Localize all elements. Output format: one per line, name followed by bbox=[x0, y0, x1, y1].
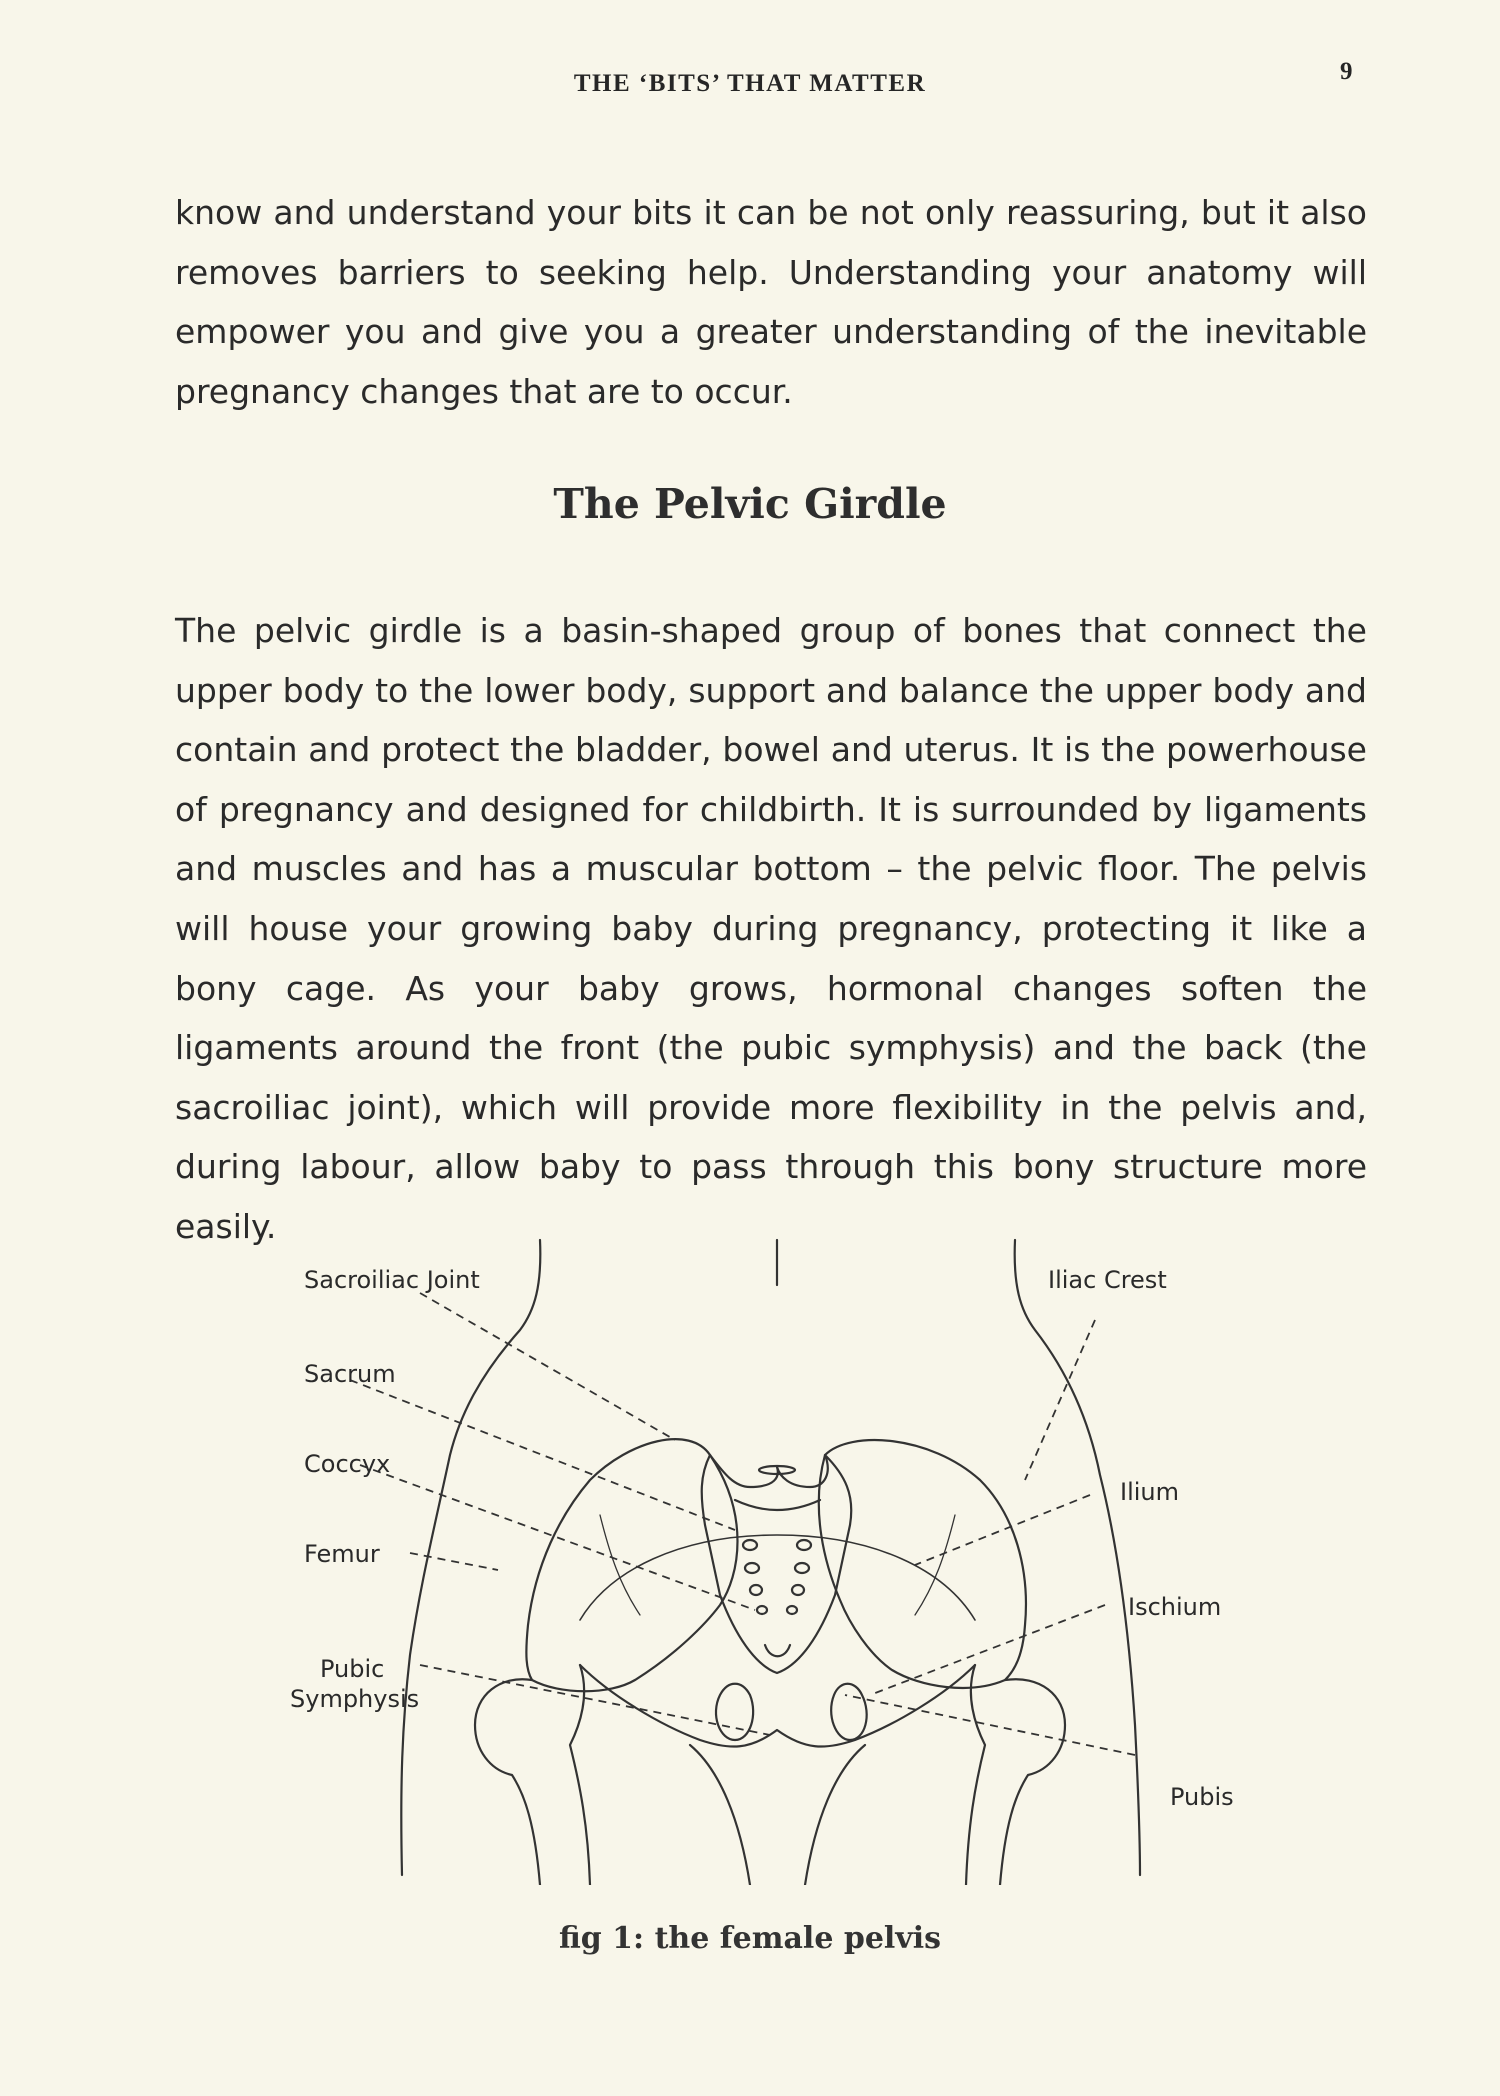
body-outline-left bbox=[401, 1240, 540, 1875]
sacrum-top bbox=[735, 1500, 820, 1510]
left-femur bbox=[475, 1679, 540, 1885]
leader-iliac-crest bbox=[1025, 1320, 1095, 1480]
leader-ilium bbox=[915, 1495, 1090, 1565]
right-ilium bbox=[819, 1440, 1026, 1688]
section-heading: The Pelvic Girdle bbox=[553, 480, 947, 528]
leader-sacrum bbox=[350, 1380, 735, 1530]
obturator-right bbox=[831, 1684, 867, 1740]
section-paragraph: The pelvic girdle is a basin-shaped group of bones that connect the upper body to the lower body, support and balance the upper body and contain and protect the bladder, bowel and uterus. It is the powerhouse of pregnancy and designed for childbirth. It is surrounded by ligaments and muscles and has a muscular bottom – the pelvic floor. The pelvis will house your growing baby during pregnancy, protecting it like a bony cage. As your baby grows, hormonal changes soften the ligaments around the front (the pubic symphysis) and the back (the sacroiliac joint), which will provide more flexibility in the pelvis and, during labour, allow baby to pass through this bony structure more easily. bbox=[175, 611, 1367, 1246]
label-pubic-symphysis-line2: Symphysis bbox=[290, 1685, 420, 1713]
pelvic-brim bbox=[580, 1535, 975, 1620]
label-pubis: Pubis bbox=[1170, 1783, 1234, 1811]
sacrum bbox=[702, 1455, 852, 1673]
label-coccyx: Coccyx bbox=[304, 1450, 391, 1478]
running-title: THE ‘BITS’ THAT MATTER bbox=[573, 70, 927, 97]
label-iliac-crest: Iliac Crest bbox=[1048, 1266, 1167, 1294]
label-femur: Femur bbox=[304, 1540, 380, 1568]
obturator-left bbox=[716, 1684, 753, 1740]
coccyx bbox=[765, 1645, 790, 1656]
pubic-arch bbox=[690, 1745, 750, 1885]
label-ischium: Ischium bbox=[1128, 1593, 1222, 1621]
label-ilium: Ilium bbox=[1120, 1478, 1180, 1506]
right-femur bbox=[1000, 1679, 1065, 1885]
pelvis-figure bbox=[280, 1225, 1240, 1885]
figure-caption: fig 1: the female pelvis bbox=[558, 1921, 942, 1956]
leader-ischium bbox=[870, 1605, 1105, 1695]
pelvis-drawing bbox=[401, 1240, 1140, 1885]
leader-sacroiliac-joint bbox=[420, 1293, 675, 1440]
label-sacroiliac-joint: Sacroiliac Joint bbox=[304, 1266, 480, 1294]
intro-paragraph: know and understand your bits it can be not only reassuring, but it also removes barriers to seeking help. Understanding your anatomy will empower you and give you a greater understanding of the inevitable pregnancy changes that are to occur. bbox=[175, 193, 1367, 411]
left-ilium bbox=[526, 1439, 737, 1691]
page-number: 9 bbox=[1340, 58, 1353, 85]
label-sacrum: Sacrum bbox=[304, 1360, 396, 1388]
leader-coccyx bbox=[360, 1465, 755, 1610]
pelvis-illustration bbox=[280, 1225, 1240, 1885]
leader-femur bbox=[410, 1553, 498, 1570]
body-outline-right bbox=[1015, 1240, 1140, 1875]
label-pubic-symphysis-line1: Pubic bbox=[320, 1655, 385, 1683]
